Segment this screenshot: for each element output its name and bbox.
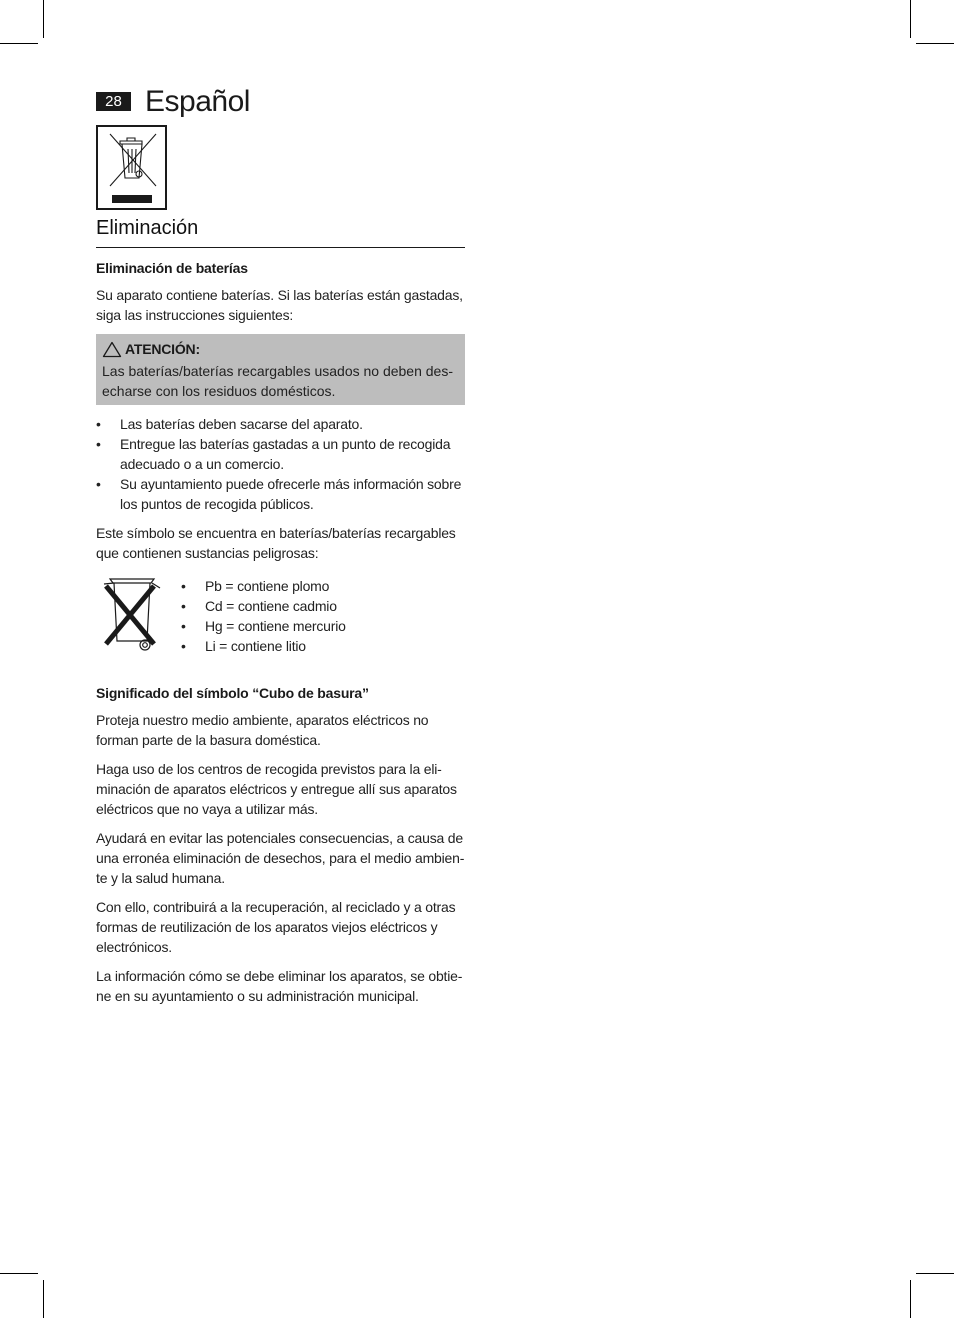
crop-mark bbox=[0, 1273, 38, 1274]
chemicals-list bbox=[181, 576, 346, 656]
bin-paragraph: Ayudará en evitar las potenciales consecuencias, a causa de una erronéa eliminación de desechos, para el medio ambien-te y la salud humana. bbox=[96, 830, 465, 886]
section-title: Eliminación bbox=[96, 212, 465, 248]
weee-symbol-box bbox=[96, 125, 167, 210]
crop-mark bbox=[43, 0, 44, 38]
crop-mark bbox=[916, 43, 954, 44]
warning-title-text: ATENCIÓN: bbox=[125, 341, 200, 357]
warning-title bbox=[102, 339, 459, 359]
bin-paragraph: Con ello, contribuirá a la recuperación, al reciclado y a otras formas de reutilización de los aparatos viejos eléctricos y electrónicos. bbox=[96, 899, 456, 955]
list-item: • Las baterías deben sacarse del aparato. bbox=[96, 414, 465, 434]
list-item: • Su ayuntamiento puede ofrecerle más información sobre los puntos de recogida públicos. bbox=[96, 474, 465, 514]
list-item: • Entregue las baterías gastadas a un punto de recogida adecuado o a un comercio. bbox=[96, 434, 465, 474]
list-item: • Pb = contiene plomo bbox=[181, 576, 346, 596]
list-item: • Li = contiene litio bbox=[181, 636, 346, 656]
crossed-out-bin-icon bbox=[96, 572, 166, 654]
list-item: • Hg = contiene mercurio bbox=[181, 616, 346, 636]
crop-mark bbox=[916, 1273, 954, 1274]
warning-triangle-icon bbox=[102, 341, 122, 358]
bin-paragraph: Proteja nuestro medio ambiente, aparatos eléctricos no forman parte de la basura doméstica. bbox=[96, 712, 429, 748]
bin-paragraph: Haga uso de los centros de recogida previstos para la eli-minación de aparatos eléctricos y entregue allí sus aparatos eléctricos que no vaya a utilizar más. bbox=[96, 761, 457, 817]
warning-box bbox=[96, 334, 465, 405]
content-column bbox=[96, 212, 465, 1015]
crossed-out-wheelie-bin-icon bbox=[98, 127, 165, 208]
crop-mark bbox=[0, 43, 38, 44]
crop-mark bbox=[910, 1280, 911, 1318]
chemicals-block bbox=[96, 572, 465, 656]
page-number: 28 bbox=[96, 92, 131, 111]
symbol-note: Este símbolo se encuentra en baterías/baterías recargables que contienen sustancias peligrosas: bbox=[96, 525, 456, 561]
bin-symbol-heading: Significado del símbolo “Cubo de basura” bbox=[96, 685, 369, 701]
bin-paragraph: La información cómo se debe eliminar los aparatos, se obtie-ne en su ayuntamiento o su administración municipal. bbox=[96, 968, 463, 1004]
warning-text: Las baterías/baterías recargables usados no deben des-echarse con los residuos domésticos. bbox=[102, 363, 454, 399]
batteries-heading: Eliminación de baterías bbox=[96, 260, 248, 276]
crop-mark bbox=[910, 0, 911, 38]
crop-mark bbox=[43, 1280, 44, 1318]
battery-steps-list bbox=[96, 414, 465, 514]
list-item: • Cd = contiene cadmio bbox=[181, 596, 346, 616]
page-title: Español bbox=[145, 85, 250, 118]
batteries-intro: Su aparato contiene baterías. Si las baterías están gastadas, siga las instrucciones siguientes: bbox=[96, 287, 463, 323]
